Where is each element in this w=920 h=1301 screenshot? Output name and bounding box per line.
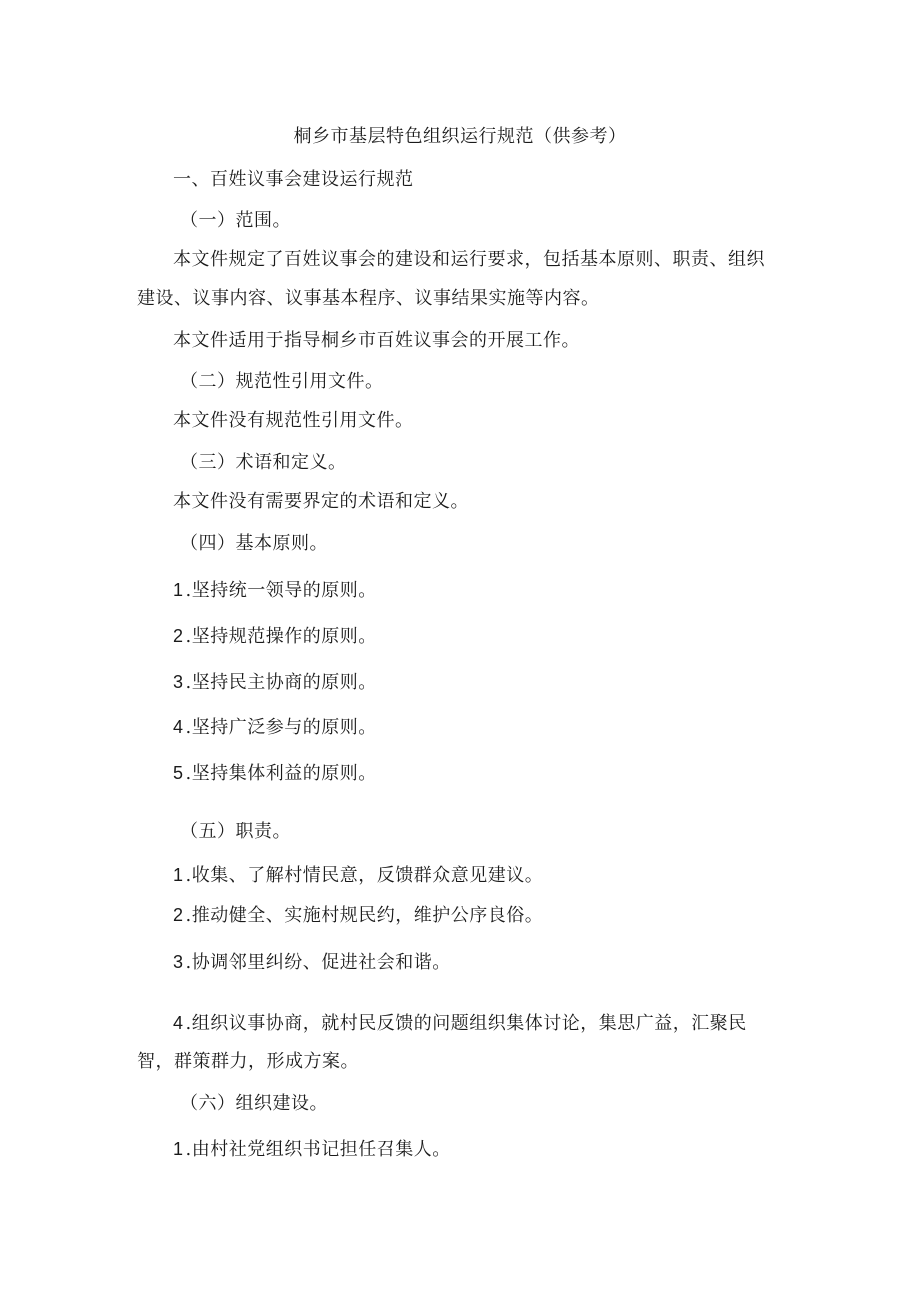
list-item [173,950,451,975]
list-number: 2 [173,905,184,925]
list-number: 4 [173,1013,184,1033]
paragraph-line: 本文件规定了百姓议事会的建设和运行要求，包括基本原则、职责、组织 [173,249,765,270]
list-item [173,1011,747,1036]
list-item [173,624,377,649]
list-number: 2 [173,626,184,646]
subsection-heading: （二）规范性引用文件。 [180,371,384,392]
list-item [173,903,543,928]
paragraph: 本文件没有需要界定的术语和定义。 [173,491,469,512]
subsection-heading: （六）组织建设。 [180,1093,328,1114]
list-item [173,715,377,740]
list-number: 3 [173,952,184,972]
list-item-continuation: 智，群策群力，形成方案。 [137,1051,359,1072]
list-item [173,578,377,603]
list-text: .坚持广泛参与的原则。 [185,717,377,738]
list-number: 1 [173,865,184,885]
list-text: .坚持统一领导的原则。 [185,580,377,601]
list-text: .收集、了解村情民意，反馈群众意见建议。 [185,865,544,886]
list-text: .协调邻里纠纷、促进社会和谐。 [185,952,451,973]
subsection-heading: （三）术语和定义。 [180,452,347,473]
list-number: 1 [173,580,184,600]
list-text: .坚持民主协商的原则。 [185,672,377,693]
paragraph: 本文件没有规范性引用文件。 [173,410,414,431]
list-number: 4 [173,717,184,737]
list-item [173,761,377,786]
document-title: 桐乡市基层特色组织运行规范（供参考） [293,126,627,147]
list-text: .坚持集体利益的原则。 [185,763,377,784]
list-text: .由村社党组织书记担任召集人。 [185,1139,451,1160]
list-number: 5 [173,763,184,783]
list-number: 1 [173,1139,184,1159]
list-text: .推动健全、实施村规民约，维护公序良俗。 [185,905,544,926]
section-heading: 一、百姓议事会建设运行规范 [173,169,414,190]
list-item [173,670,377,695]
subsection-heading: （一）范围。 [180,210,291,231]
subsection-heading: （五）职责。 [180,821,291,842]
list-item [173,863,543,888]
paragraph-line: 建设、议事内容、议事基本程序、议事结果实施等内容。 [137,288,600,309]
subsection-heading: （四）基本原则。 [180,533,328,554]
list-text: .组织议事协商，就村民反馈的问题组织集体讨论，集思广益，汇聚民 [185,1013,747,1034]
list-item [173,1137,451,1162]
list-text: .坚持规范操作的原则。 [185,626,377,647]
list-number: 3 [173,672,184,692]
paragraph: 本文件适用于指导桐乡市百姓议事会的开展工作。 [173,330,580,351]
